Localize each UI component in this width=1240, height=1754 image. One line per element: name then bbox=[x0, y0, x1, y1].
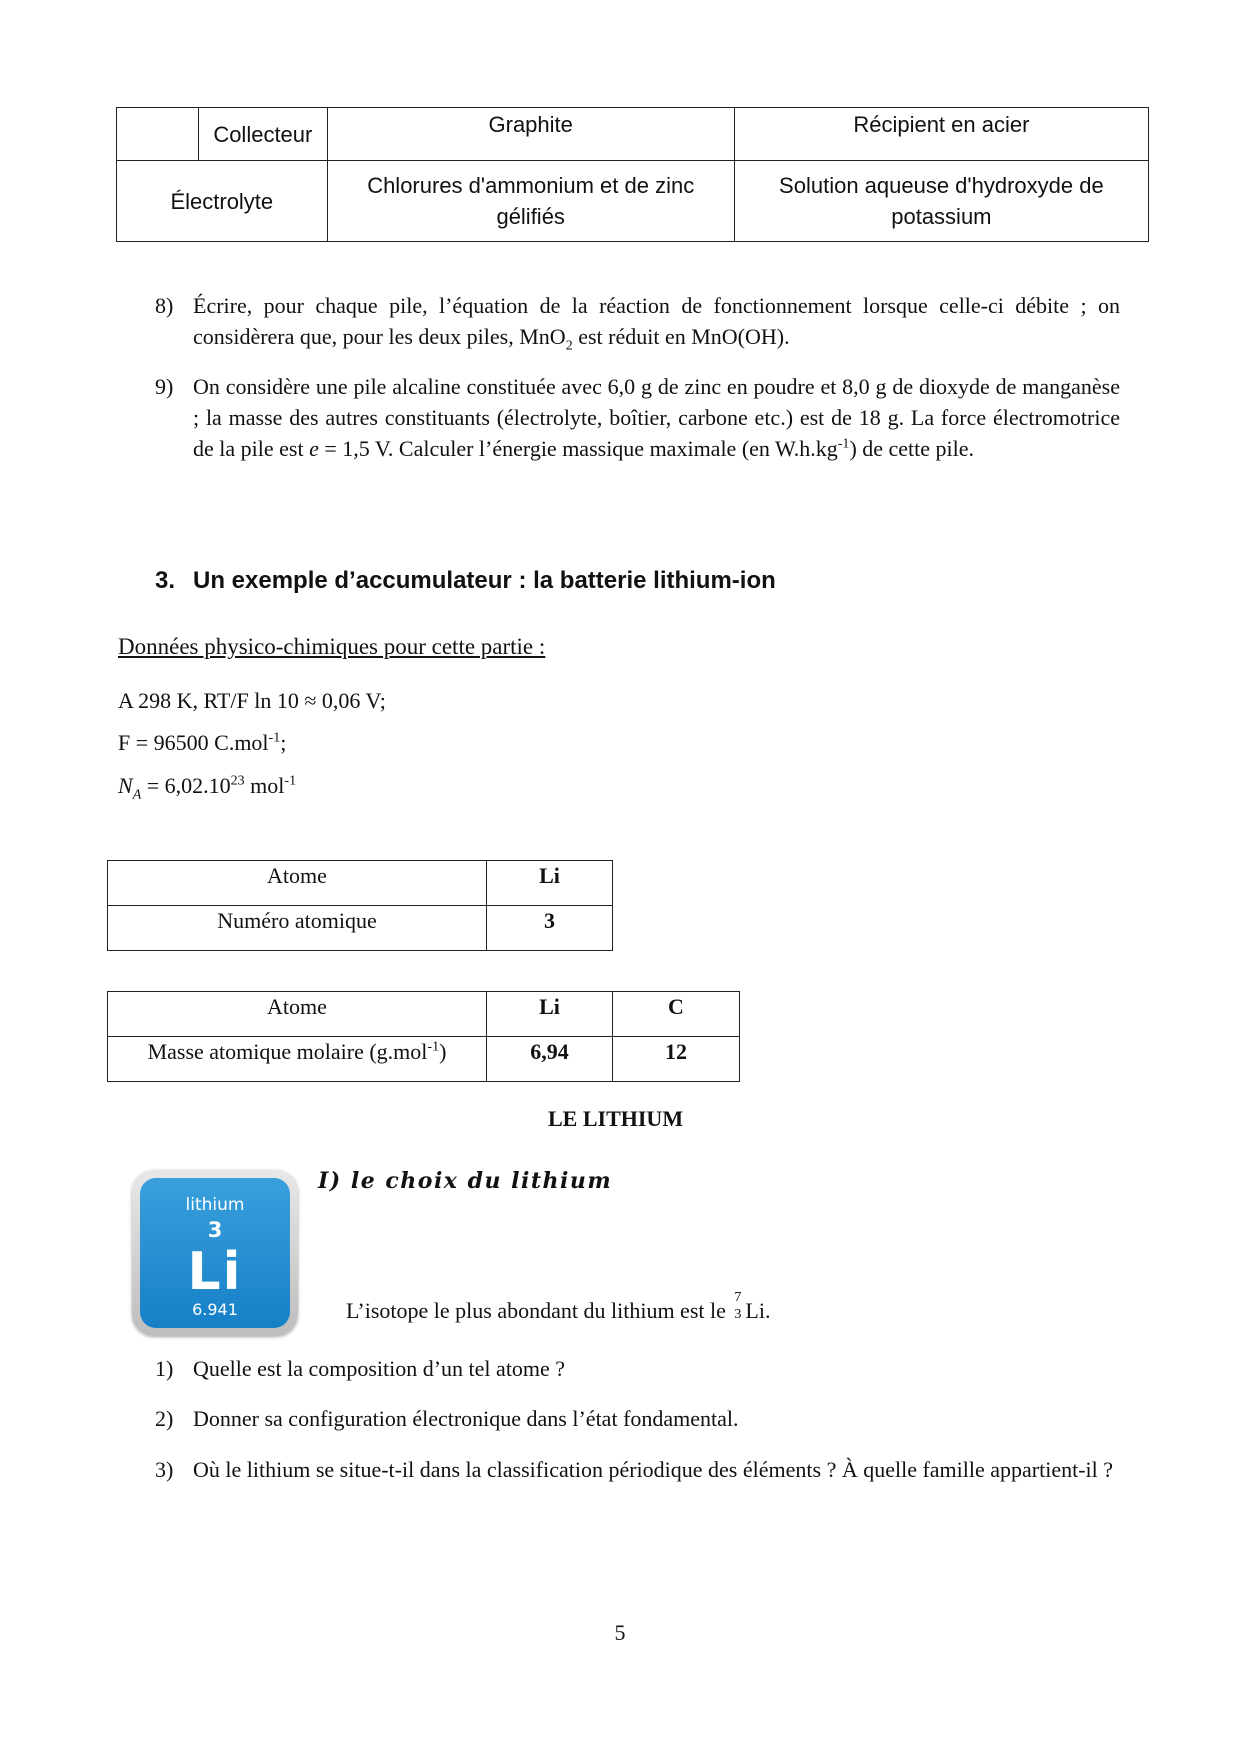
table-cell-empty bbox=[117, 108, 199, 161]
subsection-title: I) le choix du lithium bbox=[318, 1168, 613, 1194]
text-part: est réduit en MnO(OH). bbox=[572, 324, 790, 349]
element-symbol: Li bbox=[187, 1242, 243, 1302]
table-row bbox=[117, 161, 1149, 242]
superscript: 23 bbox=[230, 773, 245, 789]
table-cell: Électrolyte bbox=[117, 161, 328, 242]
table-cell: Atome bbox=[108, 861, 487, 906]
text-part: Écrire, pour chaque pile, l’équation de la réaction de fonctionnement lorsque celle-ci débite ; on considèrera que, pour les deux piles, MnO bbox=[193, 293, 1120, 349]
question-number: 9) bbox=[155, 374, 174, 399]
table-row bbox=[117, 108, 1149, 161]
table-cell: 12 bbox=[613, 1037, 740, 1082]
superscript: -1 bbox=[427, 1039, 440, 1055]
text-part: ; bbox=[280, 730, 287, 755]
question-number: 3) bbox=[155, 1457, 174, 1482]
nuclide-symbol: Li bbox=[745, 1298, 765, 1323]
table-cell bbox=[108, 1037, 487, 1082]
section-number: 3. bbox=[155, 567, 176, 594]
element-name: lithium bbox=[185, 1195, 245, 1215]
cell-line: Solution aqueuse d'hydroxyde de bbox=[779, 173, 1104, 198]
table-cell: Graphite bbox=[327, 108, 734, 161]
table-cell: Li bbox=[487, 992, 613, 1037]
table-cell: Numéro atomique bbox=[108, 906, 487, 951]
atomic-number: 3 bbox=[734, 1307, 742, 1322]
text-part: Masse atomique molaire (g.mol bbox=[147, 1039, 428, 1064]
lithium-element-tile bbox=[132, 1170, 298, 1336]
table-cell: Atome bbox=[108, 992, 487, 1037]
question-1 bbox=[155, 1353, 1120, 1384]
text-part: = 1,5 V. Calculer l’énergie massique maximale (en W.h.kg bbox=[318, 436, 838, 461]
text-part: = 6,02.10 bbox=[141, 773, 231, 798]
question-number: 8) bbox=[155, 293, 174, 318]
data-line: A 298 K, RT/F ln 10 ≈ 0,06 V; bbox=[118, 688, 386, 713]
text-part: mol bbox=[244, 773, 285, 798]
cell-line: gélifiés bbox=[496, 204, 565, 229]
text-part: L’isotope le plus abondant du lithium est le bbox=[346, 1298, 732, 1323]
table-cell: Li bbox=[487, 861, 613, 906]
cell-line: potassium bbox=[891, 204, 992, 229]
element-tile-face bbox=[140, 1178, 290, 1328]
table-cell bbox=[327, 161, 734, 242]
nuclide-notation bbox=[731, 1290, 745, 1322]
text-part: F = 96500 C.mol bbox=[118, 730, 269, 755]
variable: e bbox=[309, 436, 319, 461]
section-heading bbox=[155, 567, 776, 595]
table-cell: 3 bbox=[487, 906, 613, 951]
atomic-number-table bbox=[107, 860, 613, 951]
table-cell: C bbox=[613, 992, 740, 1037]
question-8 bbox=[155, 290, 1120, 352]
element-atomic-mass: 6.941 bbox=[192, 1300, 238, 1319]
element-atomic-number: 3 bbox=[207, 1218, 223, 1242]
molar-mass-table bbox=[107, 991, 740, 1082]
table-row bbox=[108, 906, 613, 951]
table-cell: 6,94 bbox=[487, 1037, 613, 1082]
question-9 bbox=[155, 371, 1120, 464]
table-cell: Collecteur bbox=[199, 108, 328, 161]
superscript: -1 bbox=[268, 730, 281, 746]
text-part: . bbox=[764, 1298, 771, 1323]
data-heading: Données physico-chimiques pour cette partie : bbox=[118, 634, 546, 659]
table-cell: Récipient en acier bbox=[734, 108, 1148, 161]
question-3 bbox=[155, 1454, 1120, 1485]
question-2 bbox=[155, 1403, 1120, 1434]
table-row bbox=[108, 861, 613, 906]
cell-line: Chlorures d'ammonium et de zinc bbox=[367, 173, 695, 198]
subscript: A bbox=[132, 787, 142, 803]
section-title: Un exemple d’accumulateur : la batterie lithium-ion bbox=[193, 567, 776, 594]
question-text: Donner sa configuration électronique dans l’état fondamental. bbox=[193, 1406, 739, 1431]
table-row bbox=[108, 992, 740, 1037]
table-row bbox=[108, 1037, 740, 1082]
question-number: 1) bbox=[155, 1356, 174, 1381]
table-cell bbox=[734, 161, 1148, 242]
data-line bbox=[118, 730, 286, 756]
question-text bbox=[193, 371, 1120, 464]
page-number: 5 bbox=[614, 1620, 626, 1645]
text-part: On considère une pile alcaline constituée avec 6,0 g de zinc en poudre et 8,0 g de dioxyde de manganèse ; la masse des autres constituants (électrolyte, boîtier, carbone etc.) est de 18 g. La force électromotrice de la pile est bbox=[193, 374, 1120, 461]
text-part: ) de cette pile. bbox=[849, 436, 975, 461]
subscript: 2 bbox=[565, 338, 573, 354]
question-text bbox=[193, 290, 1120, 352]
data-line bbox=[118, 773, 297, 803]
variable: N bbox=[118, 773, 133, 798]
superscript: -1 bbox=[837, 436, 850, 452]
superscript: -1 bbox=[284, 773, 297, 789]
mass-number: 7 bbox=[734, 1290, 742, 1305]
question-number: 2) bbox=[155, 1406, 174, 1431]
piles-comparison-table bbox=[116, 107, 1149, 242]
text-part: ) bbox=[439, 1039, 447, 1064]
isotope-sentence bbox=[346, 1290, 771, 1324]
question-text: Où le lithium se situe-t-il dans la classification périodique des éléments ? À quelle famille appartient-il ? bbox=[193, 1457, 1114, 1482]
lithium-title: LE LITHIUM bbox=[548, 1106, 684, 1131]
question-text: Quelle est la composition d’un tel atome ? bbox=[193, 1356, 566, 1381]
